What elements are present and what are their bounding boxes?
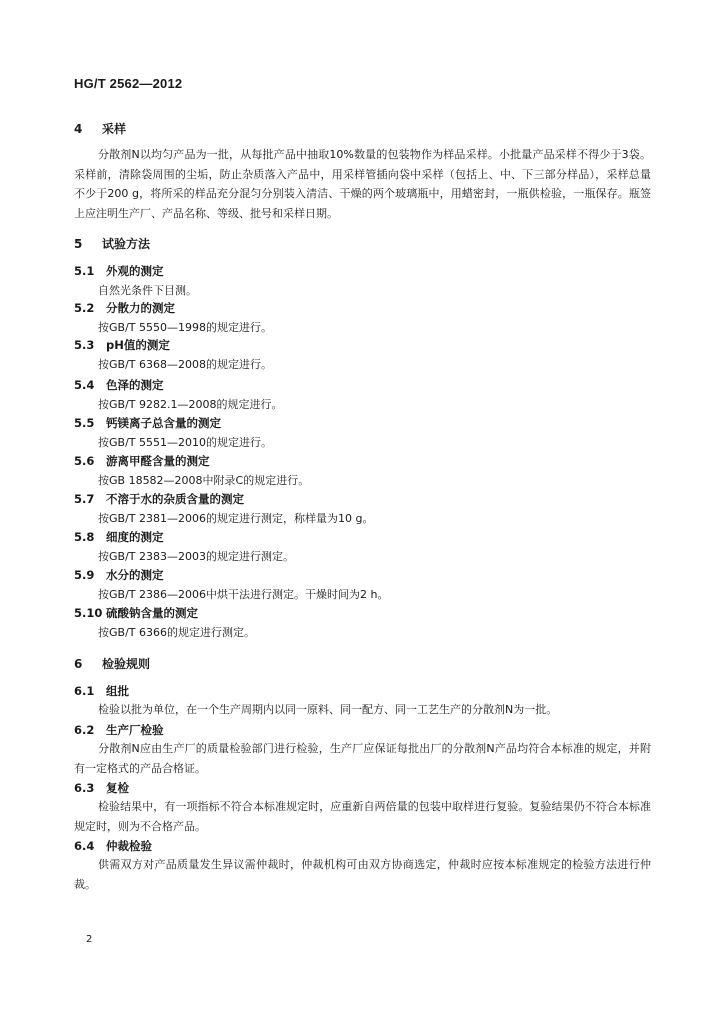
section-number: 5	[74, 237, 83, 251]
section-5-heading	[74, 235, 651, 252]
clause-5-9-heading	[74, 567, 651, 583]
clause-6-1-heading	[74, 683, 651, 699]
clause-6-2-heading	[74, 722, 651, 738]
clause-5-5-heading	[74, 415, 651, 431]
clause-title: 硫酸钠含量的测定	[106, 606, 198, 620]
section-number: 4	[74, 122, 83, 136]
clause-5-8-text: 按GB/T 2383—2003的规定进行测定。	[98, 550, 294, 563]
page-number: 2	[86, 934, 93, 945]
clause-title: 组批	[106, 684, 129, 698]
clause-number: 5.8	[74, 530, 95, 544]
section-title: 检验规则	[102, 657, 151, 671]
clause-title: 仲裁检验	[106, 839, 152, 853]
clause-title: 生产厂检验	[106, 723, 164, 737]
section-4-paragraph: 分散剂N以均匀产品为一批，从每批产品中抽取10%数量的包装物作为样品采样。小批量产品采样不得少于3袋。采样前，清除袋周围的尘垢，防止杂质落入产品中，用采样管插向袋中采样（包括上、中、下三部分样品），采样总量不少于200 g，将所采的样品充分混匀分别装入清洁、干燥的两个玻璃瓶中，用蜡密封，一瓶供检验，一瓶保存。瓶签上应注明生产厂、产品名称、等级、批号和采样日期。	[74, 148, 651, 220]
clause-5-10-heading	[74, 605, 651, 621]
clause-5-1-heading	[74, 263, 651, 279]
section-title: 试验方法	[102, 237, 151, 251]
clause-5-3-heading	[74, 337, 651, 353]
clause-5-1-text: 自然光条件下目测。	[98, 284, 197, 297]
clause-6-4-text: 供需双方对产品质量发生异议需仲裁时，仲裁机构可由双方协商选定，仲裁时应按本标准规定的检验方法进行仲裁。	[74, 858, 651, 891]
clause-number: 5.7	[74, 492, 95, 506]
clause-number: 5.1	[74, 264, 95, 278]
clause-title: 复检	[106, 781, 129, 795]
clause-5-4-text: 按GB/T 9282.1—2008的规定进行。	[98, 398, 283, 411]
section-title: 采样	[102, 122, 127, 136]
clause-number: 5.5	[74, 416, 95, 430]
clause-number: 5.2	[74, 301, 95, 315]
clause-title: 不溶于水的杂质含量的测定	[106, 492, 244, 506]
clause-6-1-text: 检验以批为单位，在一个生产周期内以同一原料、同一配方、同一工艺生产的分散剂N为一批。	[98, 703, 558, 716]
clause-number: 6.3	[74, 781, 95, 795]
clause-6-3-text: 检验结果中，有一项指标不符合本标准规定时，应重新自两倍量的包装中取样进行复验。复验结果仍不符合本标准规定时，则为不合格产品。	[74, 800, 651, 833]
clause-title: 水分的测定	[106, 568, 164, 582]
clause-number: 5.10	[74, 606, 103, 620]
clause-5-6-heading	[74, 453, 651, 469]
clause-6-3-heading	[74, 780, 651, 796]
clause-5-7-text: 按GB/T 2381—2006的规定进行测定，称样量为10 g。	[98, 512, 374, 525]
clause-5-2-heading	[74, 300, 651, 316]
clause-number: 6.2	[74, 723, 95, 737]
clause-5-5-text: 按GB/T 5551—2010的规定进行。	[98, 436, 272, 449]
clause-5-2-text: 按GB/T 5550—1998的规定进行。	[98, 321, 272, 334]
clause-title: 细度的测定	[106, 530, 164, 544]
clause-5-6-text: 按GB 18582—2008中附录C的规定进行。	[98, 474, 310, 487]
clause-number: 6.1	[74, 684, 95, 698]
clause-5-9-text: 按GB/T 2386—2006中烘干法进行测定。干燥时间为2 h。	[98, 588, 389, 601]
section-number: 6	[74, 657, 83, 671]
section-4-heading	[74, 120, 651, 137]
clause-number: 5.4	[74, 378, 95, 392]
clause-number: 5.9	[74, 568, 95, 582]
clause-6-2-text: 分散剂N应由生产厂的质量检验部门进行检验，生产厂应保证每批出厂的分散剂N产品均符合本标准的规定，并附有一定格式的产品合格证。	[74, 742, 651, 775]
clause-5-3-text: 按GB/T 6368—2008的规定进行。	[98, 358, 272, 371]
clause-title: pH值的测定	[106, 338, 170, 352]
clause-number: 6.4	[74, 839, 95, 853]
clause-title: 色泽的测定	[106, 378, 164, 392]
clause-title: 钙镁离子总含量的测定	[106, 416, 221, 430]
clause-5-8-heading	[74, 529, 651, 545]
clause-title: 游离甲醛含量的测定	[106, 454, 210, 468]
clause-5-10-text: 按GB/T 6366的规定进行测定。	[98, 626, 255, 639]
clause-number: 5.3	[74, 338, 95, 352]
clause-5-7-heading	[74, 491, 651, 507]
section-6-heading	[74, 655, 651, 672]
standard-number: HG/T 2562—2012	[74, 76, 183, 91]
clause-title: 外观的测定	[106, 264, 164, 278]
clause-6-4-heading	[74, 838, 651, 854]
clause-number: 5.6	[74, 454, 95, 468]
clause-5-4-heading	[74, 377, 651, 393]
clause-title: 分散力的测定	[106, 301, 175, 315]
